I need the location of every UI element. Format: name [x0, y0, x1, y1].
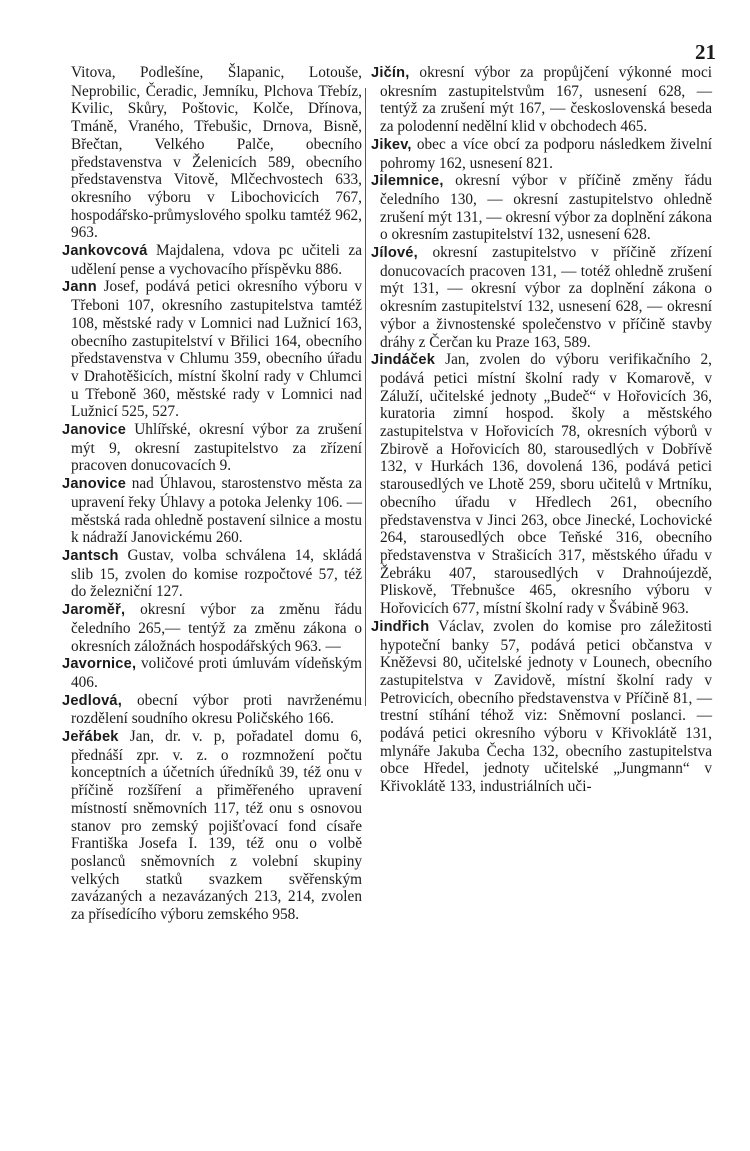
- index-entry: [371, 618, 712, 796]
- entry-head: Jann: [62, 279, 97, 296]
- index-entry: [62, 601, 362, 655]
- entry-body: okresní zastupitelstvo v příčině zřízení donucovacích pracoven 131, — totéž ohledně zrušení mýt 131, — okresní výbor za doplnění zákona o okresním zastupitelství 132, usnesení 628, — okresní výbor a živnostenské společenstvo v příčině stavby dráhy z Čerčan ku Praze 163, 589.: [380, 244, 712, 351]
- index-entry: [62, 728, 362, 924]
- entry-head: Jantsch: [62, 547, 119, 564]
- index-entry: [62, 547, 362, 601]
- entry-body: Václav, zvolen do komise pro záležitosti hypoteční banky 57, podává petici občanstva v Kněževsi 80, učitelské jednoty v Lounech, obecního zastupitelstva v Zavidově, místní školní rady v Petrovicích, obecního představenstva v Příčině 81, — trestní stíhání téhož viz: Sněmovní poslanci. — podává petici okresního výboru v Křivoklátě 131, mlynáře Jakuba Čecha 132, obecního zastupitelstva obce Hředel, jednoty učitelské „Jungmann“ v Křivoklátě 133, industriálních uči-: [380, 617, 712, 796]
- entry-head: Jindřich: [371, 618, 430, 635]
- entry-head: Jindáček: [371, 352, 436, 369]
- entry-body: nad Úhlavou, starostenstvo města za upravení řeky Úhlavy a potoka Jelenky 106. — městská rada ohledně postavení silnice a mostu k nádraží Janovickému 260.: [71, 475, 362, 547]
- right-column: [371, 64, 712, 796]
- entry-head: Jílové,: [371, 245, 418, 262]
- entry-head: Janovice: [62, 476, 127, 493]
- index-entry: [371, 244, 712, 351]
- entry-head: Jeřábek: [62, 729, 119, 746]
- index-entry: [371, 136, 712, 172]
- index-entry: [62, 421, 362, 475]
- index-entry: [62, 475, 362, 547]
- entry-head: Jaroměř,: [62, 602, 126, 619]
- index-entry: [371, 172, 712, 244]
- left-column: [62, 64, 362, 924]
- entry-body: Gustav, volba schválena 14, skládá slib 15, zvolen do komise rozpočtové 57, též do železniční 127.: [71, 546, 362, 601]
- entry-body: Uhlířské, okresní výbor za zrušení mýt 9, okresní zastupitelstvo za zřízení pracoven donucovacích 9.: [71, 421, 362, 475]
- index-entry: [371, 64, 712, 136]
- page-number: 21: [695, 40, 716, 64]
- entry-body: obec a více obcí za podporu následkem živelní pohromy 162, usnesení 821.: [380, 135, 712, 172]
- entry-head: Jičín,: [371, 65, 410, 81]
- entry-body: Josef, podává petici okresního výboru v Třeboni 107, okresního zastupitelstva tamtéž 108, městské rady v Lomnici nad Lužnicí 163, obecního zastupitelství v Břilici 164, obecního představenstva v Chlumu 359, obecního úřadu v Drahotěšicích, místní školní rady v Chlumci u Třeboně 360, městské rady v Lomnici nad Lužnicí 525, 527.: [71, 278, 362, 421]
- entry-head: Jedlová,: [62, 692, 123, 709]
- entry-body: Majdalena, vdova pc učiteli za udělení pense a vychovacího příspěvku 886.: [71, 242, 362, 278]
- entry-head: Jilemnice,: [371, 173, 444, 190]
- entry-body: okresní výbor za propůjčení výkonné moci okresním zastupitelstvům 167, usnesení 628, — tentýž za zrušení mýt 167, — československá beseda za polodenní nedělní klid v obchodech 465.: [380, 64, 712, 136]
- index-entry: [62, 242, 362, 278]
- index-entry: [62, 655, 362, 691]
- index-entry: [62, 278, 362, 421]
- entry-head: Janovice: [62, 422, 127, 439]
- entry-body: Vitova, Podlešíne, Šlapanic, Lotouše, Neprobilic, Čeradic, Jemníku, Plchova Třebíz, Kvilic, Skůry, Poštovic, Kolče, Dřínova, Tmáně, Vraného, Třebušic, Drnova, Bisně, Břečtan, Velkého Palče, obecního představenstva v Želenicích 589, obecního představenstva Vitově, Mlčechvostech 633, okresního výboru v Libochovicích 767, hospodářsko-průmyslového spolku tamtéž 962, 963.: [71, 64, 362, 242]
- index-entry: [62, 64, 362, 242]
- entry-body: obecní výbor proti navrženému rozdělení soudního okresu Poličského 166.: [71, 691, 362, 728]
- index-entry: [62, 692, 362, 728]
- index-entry: [371, 351, 712, 618]
- entry-body: okresní výbor za změnu řádu čeledního 265,— tentýž za změnu zákona o okresních záložnách hospodářských 963. —: [71, 601, 362, 655]
- column-divider: [365, 88, 366, 706]
- entry-head: Jikev,: [371, 136, 412, 153]
- entry-body: voličové proti úmluvám vídeňským 406.: [71, 655, 362, 691]
- entry-head: Javornice,: [62, 656, 137, 673]
- entry-body: Jan, zvolen do výboru verifikačního 2, podává petici místní školní rady v Komarově, v Záluží, učitelské jednoty „Budeč“ v Hořovicích 36, kuratoria zimní hospod. školy a městského zastupitelstva v Hořovicích 78, okresních výborů v Zbirově a Hořovicích 80, starousedlých v Dobřívě 132, v Hurkách 136, dovolená 136, podává petici starousedlých ve Lhotě 259, sboru učitelů v Mrtníku, obecního úřadu v Hředlech 261, obecního představenstva v Jinci 263, obce Jinecké, Lochovické 264, starousedlých obce Teňské 316, obecního představenstva v Strašicích 317, městského úřadu v Žebráku 407, starousedlých v Drahnoújezdě, Pliskově, Třebnušce 465, okresního výboru v Hořovicích 677, místní školní rady v Švábině 963.: [380, 351, 712, 618]
- entry-body: okresní výbor v příčině změny řádu čeledního 130, — okresní zastupitelstvo ohledně zrušení mýt 131, — okresní výbor za doplnění zákona o okresním zastupitelství 132, usnesení 628.: [380, 172, 712, 244]
- entry-head: Jankovcová: [62, 243, 148, 260]
- entry-body: Jan, dr. v. p, pořadatel domu 6, přednáší zpr. v. z. o rozmnožení počtu konceptních a účetních úředníků 39, též onu v příčině rozšíření a přiměřeného upravení místností sněmovních 117, též onu s osnovou stanov pro zemský pojišťovací fond císaře Františka Josefa I. 139, též onu o volbě poslanců sněmovních z volební skupiny velkých statků svazkem svěřenským zavázaných a nezavázaných 213, 214, zvolen za přísedícího výboru zemského 958.: [71, 728, 362, 924]
